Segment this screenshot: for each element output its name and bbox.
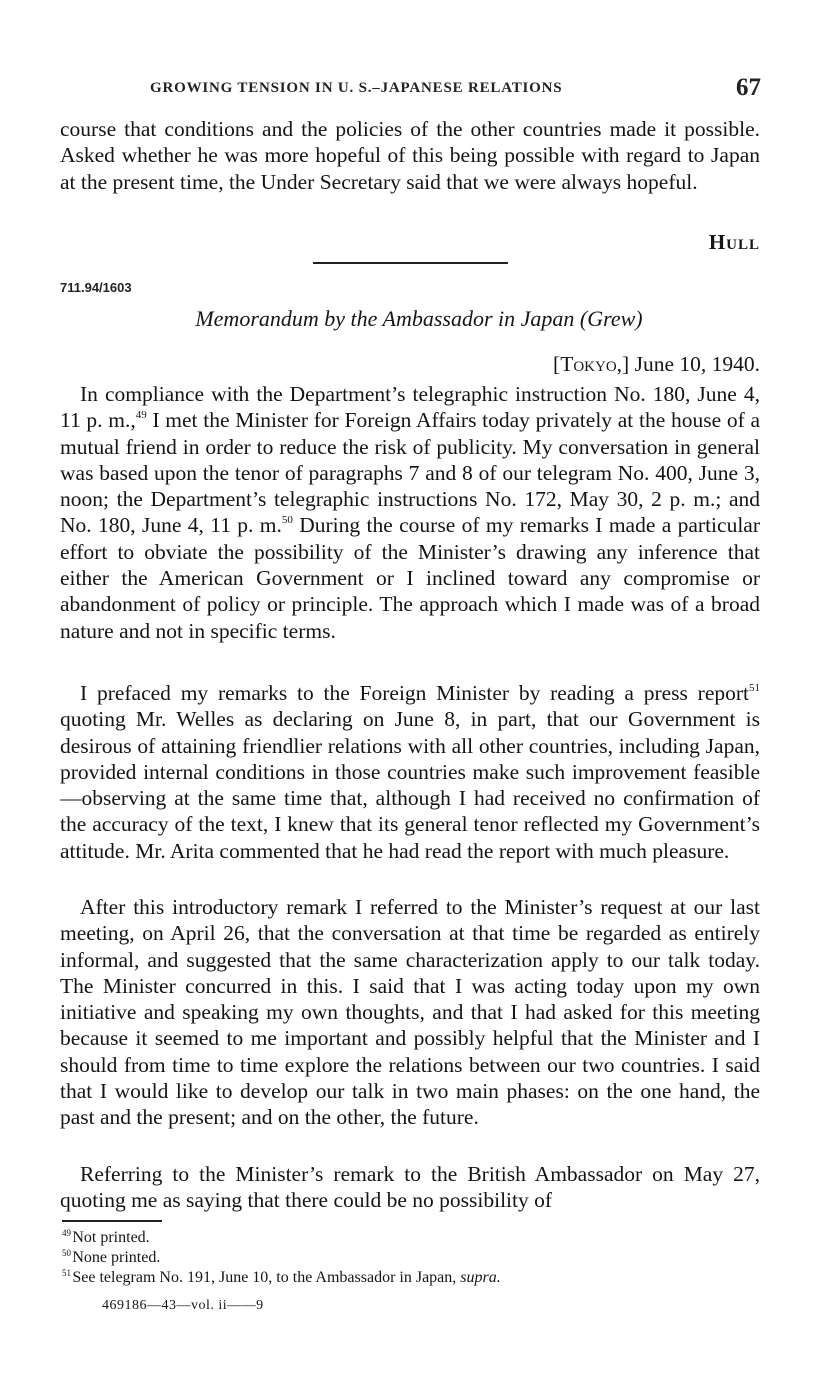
dateline-date: ] June 10, 1940. (622, 352, 760, 376)
paragraph-4: Referring to the Minister’s remark to the British Ambassador on May 27, quoting me as saying that there could be no possibility of (60, 1162, 760, 1213)
footnotes (62, 1228, 762, 1288)
footnote-italic: supra. (460, 1269, 501, 1286)
memorandum-heading: Memorandum by the Ambassador in Japan (Grew) (195, 306, 643, 331)
footnote-mark: 51 (62, 1268, 71, 1278)
footnote-mark: 50 (62, 1248, 71, 1258)
footnote-ref-51: 51 (749, 682, 760, 694)
continuation-paragraph: course that conditions and the policies of the other countries made it possible. Asked whether he was more hopeful of this being possible with regard to Japan at the present time, the Under Secretary said that we were always hopeful. (60, 117, 760, 194)
running-title: GROWING TENSION IN U. S.–JAPANESE RELATIONS (150, 80, 563, 96)
paragraph-2-part-a: I prefaced my remarks to the Foreign Minister by reading a press report (80, 681, 749, 705)
footnote-text: Not printed. (72, 1229, 150, 1246)
footnote-51 (62, 1268, 762, 1288)
footnote-text: See telegram No. 191, June 10, to the Ambassador in Japan, (72, 1269, 461, 1286)
paragraph-1-part-a: In compliance with the Department’s telegraphic instruction No. 180, June 4, 11 p. m., (60, 382, 760, 433)
dateline-place: Tokyo, (560, 352, 623, 376)
section-divider (313, 262, 508, 264)
paragraph-3: After this introductory remark I referred to the Minister’s request at our last meeting, on April 26, that the conversation at that time be regarded as entirely informal, and suggested that the same characterization apply to our talk today. The Minister concurred in this. I said that I was acting today upon my own initiative and speaking my own thoughts, and that I had asked for this meeting because it seemed to me important and possibly helpful that the Minister and I should from time to time explore the relations between our two countries. I said that I would like to develop our talk in two main phases: on the one hand, the past and the present; and on the other, the future. (60, 895, 760, 1130)
page-number: 67 (736, 74, 761, 101)
paragraph-2 (60, 680, 760, 864)
file-number: 711.94/1603 (60, 280, 132, 295)
paragraph-1 (60, 381, 760, 644)
footnote-divider (62, 1220, 162, 1222)
footnote-50 (62, 1248, 762, 1268)
paragraph-1-part-c: During the course of my remarks I made a particular effort to obviate the possibility of the Minister’s drawing any inference that either the American Government or I inclined toward any compromise or abandonment of policy or principle. The approach which I made was of a broad nature and not in specific terms. (60, 513, 760, 643)
dateline: [Tokyo,] June 10, 1940. (553, 352, 760, 376)
footnote-ref-49: 49 (135, 409, 147, 422)
print-code: 469186—43—vol. ii——9 (102, 1298, 264, 1313)
footnote-text: None printed. (72, 1249, 161, 1266)
paragraph-2-part-b: quoting Mr. Welles as declaring on June 8, in part, that our Government is desirous of attaining friendlier relations with all other countries, including Japan, provided internal conditions in those countries make such improvement feasible—observing at the same time that, although I had received no confirmation of the accuracy of the text, I knew that its general tenor reflected my Government’s attitude. Mr. Arita commented that he had read the report with much pleasure. (60, 707, 760, 863)
footnote-ref-50: 50 (281, 514, 293, 527)
footnote-mark: 49 (62, 1228, 71, 1238)
running-head (0, 74, 838, 106)
paragraph-1-part-b: I met the Minister for Foreign Affairs today privately at the house of a mutual friend in order to reduce the risk of publicity. My conversation in general was based upon the tenor of paragraphs 7 and 8 of our telegram No. 400, June 3, noon; the Department’s telegraphic instructions No. 172, May 30, 2 p. m.; and No. 180, June 4, 11 p. m. (60, 408, 760, 538)
footnote-49 (62, 1228, 762, 1248)
signature: Hull (708, 230, 760, 254)
